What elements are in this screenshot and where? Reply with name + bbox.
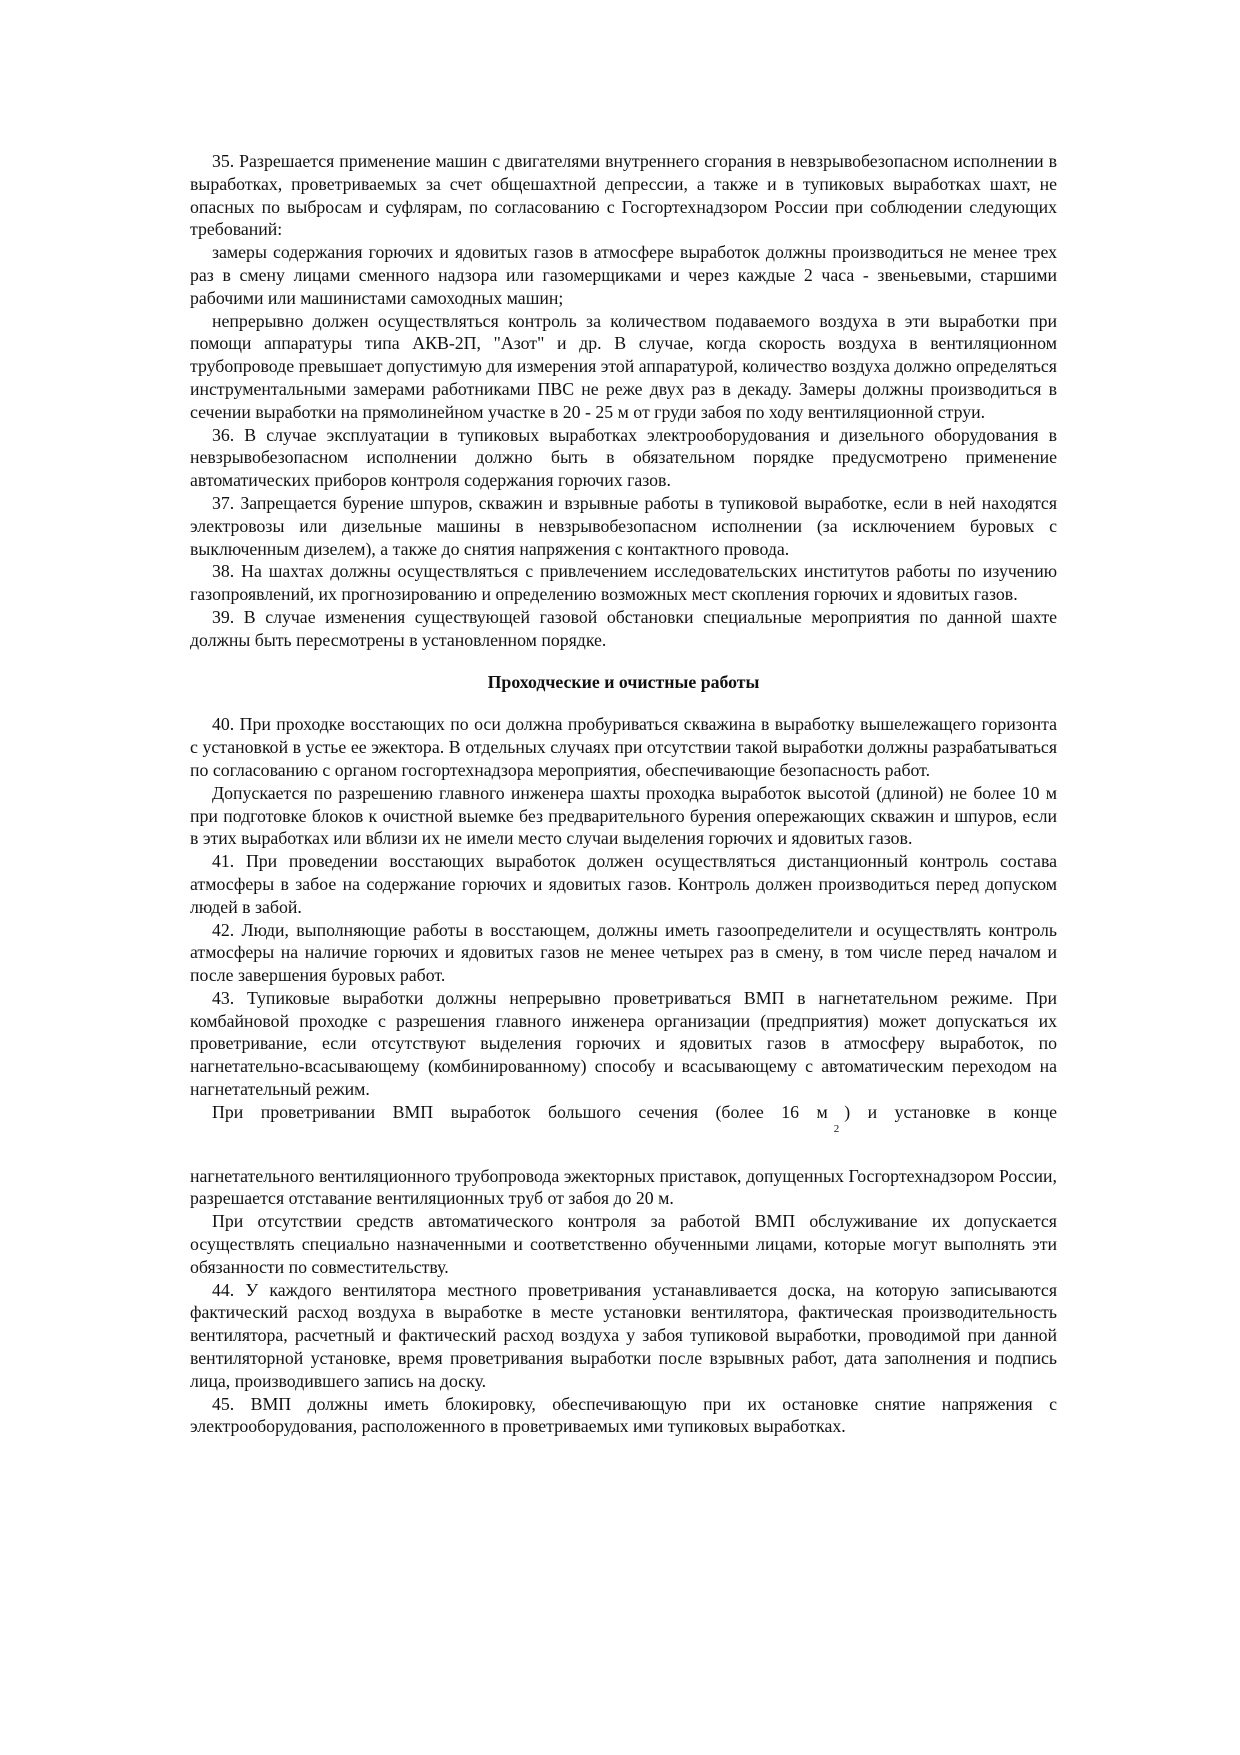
paragraph-43-ventilation-continuation: нагнетательного вентиляционного трубопровода эжекторных приставок, допущенных Госгортехнадзором России, разрешается отставание вентиляционных труб от забоя до 20 м. — [190, 1165, 1057, 1209]
paragraph-43-ventilation — [190, 1101, 1057, 1141]
paragraph-35-item-2: непрерывно должен осуществляться контроль за количеством подаваемого воздуха в эти выработки при помощи аппаратуры типа АКВ-2П, "Азот" и др. В случае, когда скорость воздуха в вентиляционном трубопроводе превышает допустимую для измерения этой аппаратурой, количество воздуха должно определяться инструментальными замерами работниками ПВС не реже двух раз в декаду. Замеры должны производиться в сечении выработки на прямолинейном участке в 20 - 25 м от груди забоя по ходу вентиляционной струи. — [190, 310, 1057, 422]
paragraph-45: 45. ВМП должны иметь блокировку, обеспечивающую при их остановке снятие напряжения с электрооборудования, расположенного в проветриваемых ими тупиковых выработках. — [190, 1393, 1057, 1437]
paragraph-36: 36. В случае эксплуатации в тупиковых выработках электрооборудования и дизельного оборудования в невзрывобезопасном исполнении должно быть в обязательном порядке предусмотрено применение автоматических приборов контроля содержания горючих газов. — [190, 424, 1057, 491]
paragraph-39: 39. В случае изменения существующей газовой обстановки специальные мероприятия по данной шахте должны быть пересмотрены в установленном порядке. — [190, 606, 1057, 650]
paragraph-44: 44. У каждого вентилятора местного проветривания устанавливается доска, на которую записываются фактический расход воздуха в выработке в месте установки вентилятора, фактическая производительность вентилятора, расчетный и фактический расход воздуха у забоя тупиковой выработки, проводимой при данной вентиляторной установке, время проветривания выработки после взрывных работ, дата заполнения и подпись лица, производившего запись на доску. — [190, 1279, 1057, 1391]
document-page — [190, 150, 1057, 1438]
paragraph-40: 40. При проходке восстающих по оси должна пробуриваться скважина в выработку вышележащего горизонта с установкой в устье ее эжектора. В отдельных случаях при отсутствии такой выработки должны разрабатываться по согласованию с органом госгортехнадзора мероприятия, обеспечивающие безопасность работ. — [190, 714, 1057, 780]
paragraph-37: 37. Запрещается бурение шпуров, скважин и взрывные работы в тупиковой выработке, если в ней находятся электровозы или дизельные машины в невзрывобезопасном исполнении (за исключением буровых с выключенным дизелем), а также до снятия напряжения с контактного провода. — [190, 492, 1057, 559]
paragraph-41: 41. При проведении восстающих выработок должен осуществляться дистанционный контроль состава атмосферы в забое на содержание горючих и ядовитых газов. Контроль должен производиться перед допуском людей в забой. — [190, 851, 1057, 917]
paragraph-40-note: Допускается по разрешению главного инженера шахты проходка выработок высотой (длиной) не более 10 м при подготовке блоков к очистной выемке без предварительного бурения опережающих скважин и шпуров, если в этих выработках или вблизи их не имели место случаи выделения горючих и ядовитых газов. — [190, 782, 1057, 849]
paragraph-43: 43. Тупиковые выработки должны непрерывно проветриваться ВМП в нагнетательном режиме. При комбайновой проходке с разрешения главного инженера организации (предприятия) может допускаться их проветривание, если отсутствуют выделения горючих и ядовитых газов в атмосферу выработок, по нагнетательно-всасывающему (комбинированному) способу и всасывающему с автоматическим переходом на нагнетательный режим. — [190, 987, 1057, 1100]
paragraph-35: 35. Разрешается применение машин с двигателями внутреннего сгорания в невзрывобезопасном исполнении в выработках, проветриваемых за счет общешахтной депрессии, а также и в тупиковых выработках шахт, не опасных по выбросам и суфлярам, по согласованию с Госгортехнадзором России при соблюдении следующих требований: — [190, 151, 1057, 240]
paragraph-43-ventilation-start: При проветривании ВМП выработок большого сечения (более 16 м — [212, 1101, 828, 1122]
paragraph-42: 42. Люди, выполняющие работы в восстающем, должны иметь газоопределители и осуществлять контроль атмосферы на наличие горючих и ядовитых газов не менее четырех раз в смену, в том числе перед началом и после завершения буровых работ. — [190, 919, 1057, 986]
paragraph-38: 38. На шахтах должны осуществляться с привлечением исследовательских институтов работы по изучению газопроявлений, их прогнозированию и определению возможных мест скопления горючих и ядовитых газов. — [190, 561, 1057, 605]
paragraph-43-ventilation-end: ) и установке в конце — [844, 1101, 1058, 1122]
section-heading: Проходческие и очистные работы — [487, 671, 760, 692]
paragraph-43-manual-service: При отсутствии средств автоматического контроля за работой ВМП обслуживание их допускается осуществлять специально назначенными и соответственно обученными лицами, которые могут выполнять эти обязанности по совместительству. — [190, 1211, 1057, 1277]
paragraph-35-item-1: замеры содержания горючих и ядовитых газов в атмосфере выработок должны производиться не менее трех раз в смену лицами сменного надзора или газомерщиками и через каждые 2 часа - звеньевыми, старшими рабочими или машинистами самоходных машин; — [190, 242, 1057, 308]
square-superscript: 2 — [833, 1122, 840, 1135]
